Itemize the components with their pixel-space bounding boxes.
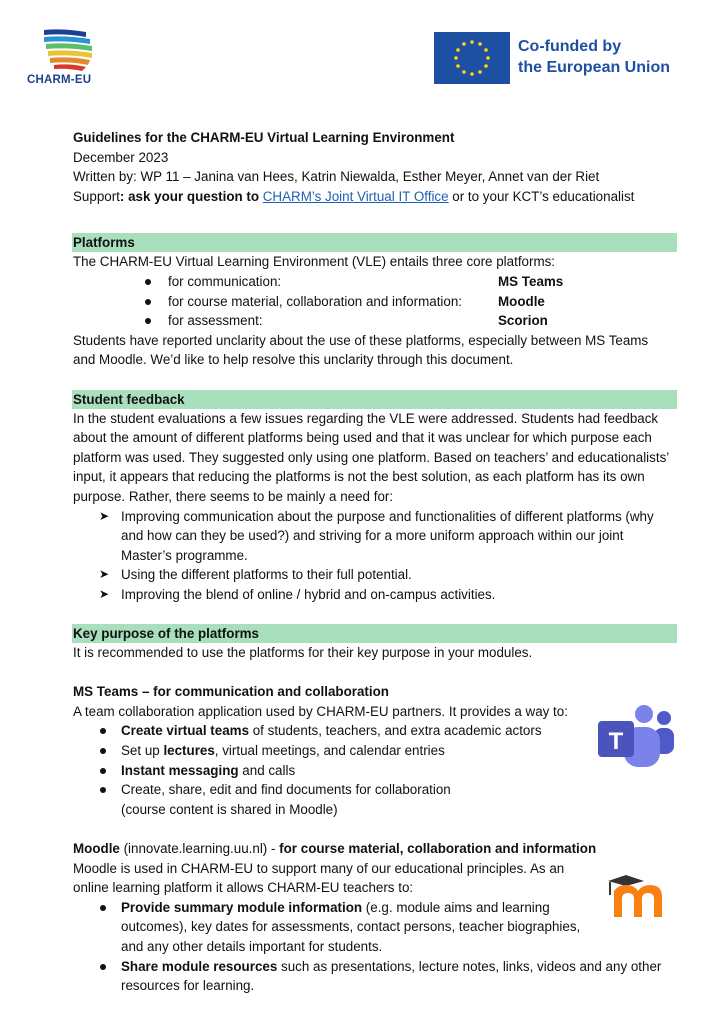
feature-text: resources for learning. [121, 978, 255, 994]
eu-cofunded-logo [434, 32, 694, 84]
list-item [73, 272, 678, 292]
platform-label: for communication: [168, 273, 282, 289]
list-item [73, 898, 678, 957]
list-item [73, 721, 678, 741]
feature-text: (e.g. module aims and learning [362, 899, 550, 915]
feature-text: outcomes), key dates for assessments, contact persons, teacher biographies, [121, 919, 581, 935]
moodle-heading [73, 839, 678, 859]
need-line: and how can they be used?) and striving for a more uniform approach within our joint [121, 528, 624, 544]
list-item [73, 585, 678, 605]
platforms-intro: The CHARM-EU Virtual Learning Environment (VLE) entails three core platforms: [73, 254, 556, 270]
moodle-intro-line2: online learning platform it allows CHARM-EU teachers to: [73, 880, 414, 896]
bullet-icon [100, 787, 106, 793]
feature-text: , virtual meetings, and calendar entries [214, 743, 445, 759]
need-line: Using the different platforms to their full potential. [121, 567, 412, 583]
teams-features-list [73, 721, 678, 819]
list-item [73, 957, 678, 996]
key-purpose-text: It is recommended to use the platforms for their key purpose in your modules. [73, 645, 533, 661]
feedback-line: In the student evaluations a few issues regarding the VLE were addressed. Students had feedback [73, 410, 659, 426]
feedback-line: input, it appears that reducing the platforms is not the best solution, as each platform has its own [73, 469, 645, 485]
feature-bold: Instant messaging [121, 762, 239, 778]
teams-heading: MS Teams – for communication and collaboration [73, 684, 389, 700]
feature-text: Set up [121, 743, 164, 759]
eu-text-line1: Co-funded by [518, 38, 622, 55]
bullet-icon [100, 905, 106, 911]
charm-eu-stripes-icon [42, 28, 102, 72]
need-line: Improving the blend of online / hybrid and on-campus activities. [121, 586, 496, 602]
feature-bold: Provide summary module information [121, 899, 363, 915]
document-title: Guidelines for the CHARM-EU Virtual Learning Environment [73, 130, 455, 145]
platforms-list [73, 272, 678, 331]
platform-label: for course material, collaboration and information: [168, 293, 462, 309]
moodle-features-list [73, 898, 678, 996]
list-item [73, 741, 678, 761]
bullet-icon [100, 728, 106, 734]
bullet-icon [100, 964, 106, 970]
document-body [73, 128, 678, 996]
moodle-heading-purpose: for course material, collaboration and information [279, 841, 597, 856]
need-line: Improving communication about the purpose and functionalities of different platforms (why [121, 508, 654, 524]
charm-eu-logo [24, 28, 114, 92]
arrow-bullet-icon: ➤ [99, 586, 110, 601]
document-date: December 2023 [73, 149, 169, 165]
feature-text: (course content is shared in Moodle) [121, 801, 338, 817]
list-item [73, 507, 678, 566]
support-line [73, 187, 678, 207]
arrow-bullet-icon: ➤ [99, 508, 110, 523]
it-office-link[interactable]: CHARM’s Joint Virtual IT Office [262, 188, 449, 204]
platforms-outro-line1: Students have reported unclarity about the use of these platforms, especially between MS Teams [73, 332, 649, 348]
charm-eu-logo-text: CHARM-EU [27, 74, 92, 86]
eu-cofunded-text [518, 36, 670, 78]
feature-text: such as presentations, lecture notes, links, videos and any other [277, 958, 662, 974]
list-item [73, 761, 678, 781]
eu-text-line2: the European Union [518, 59, 670, 76]
list-item [73, 311, 678, 331]
bullet-icon [100, 748, 106, 754]
ms-teams-icon [598, 703, 676, 773]
platforms-outro-line2: and Moodle. We’d like to help resolve this unclarity through this document. [73, 352, 514, 368]
feedback-line: about the amount of different platforms being used and that it was unclear for which purpose each [73, 430, 652, 446]
feature-text: Create, share, edit and find documents for collaboration [121, 782, 451, 798]
moodle-intro-line1: Moodle is used in CHARM-EU to support many of our educational principles. As an [73, 860, 565, 876]
svg-text:T: T [608, 728, 624, 755]
feature-bold: Share module resources [121, 958, 278, 974]
bullet-icon [145, 279, 151, 285]
feature-text: of students, teachers, and extra academic actors [249, 723, 542, 739]
feature-text: and calls [238, 762, 296, 778]
section-heading-key-purpose: Key purpose of the platforms [72, 624, 677, 643]
platform-value: Scorion [498, 313, 548, 329]
feedback-line: platform was used. They suggested only using one platform. Based on teachers’ and educationalists’ [73, 449, 670, 465]
support-prefix: Support [73, 188, 120, 204]
list-item [73, 565, 678, 585]
feature-text: and any other details important for students. [121, 938, 383, 954]
section-heading-platforms: Platforms [72, 233, 677, 252]
feature-bold: Create virtual teams [121, 723, 250, 739]
platform-value: MS Teams [498, 273, 564, 289]
platform-value: Moodle [498, 293, 545, 309]
platform-label: for assessment: [168, 313, 263, 329]
list-item [73, 292, 678, 312]
feedback-line: purpose. Rather, there seems to be mainly a need for: [73, 488, 394, 504]
moodle-heading-url: (innovate.learning.uu.nl) - [119, 841, 280, 856]
need-line: Master’s programme. [121, 547, 248, 563]
arrow-bullet-icon: ➤ [99, 567, 110, 582]
support-suffix: or to your KCT’s educationalist [448, 188, 635, 204]
eu-flag-icon [434, 32, 510, 84]
bullet-icon [100, 768, 106, 774]
support-colon: : ask your question to [119, 188, 263, 204]
bullet-icon [145, 318, 151, 324]
list-item [73, 780, 678, 819]
moodle-heading-name: Moodle [73, 841, 120, 856]
teams-intro: A team collaboration application used by CHARM-EU partners. It provides a way to: [73, 703, 568, 719]
bullet-icon [145, 299, 151, 305]
moodle-icon [604, 873, 670, 919]
document-authors: Written by: WP 11 – Janina van Hees, Katrin Niewalda, Esther Meyer, Annet van der Riet [73, 169, 600, 185]
section-heading-feedback: Student feedback [72, 390, 677, 409]
feedback-needs-list [73, 507, 678, 605]
feature-bold: lectures [163, 743, 215, 759]
